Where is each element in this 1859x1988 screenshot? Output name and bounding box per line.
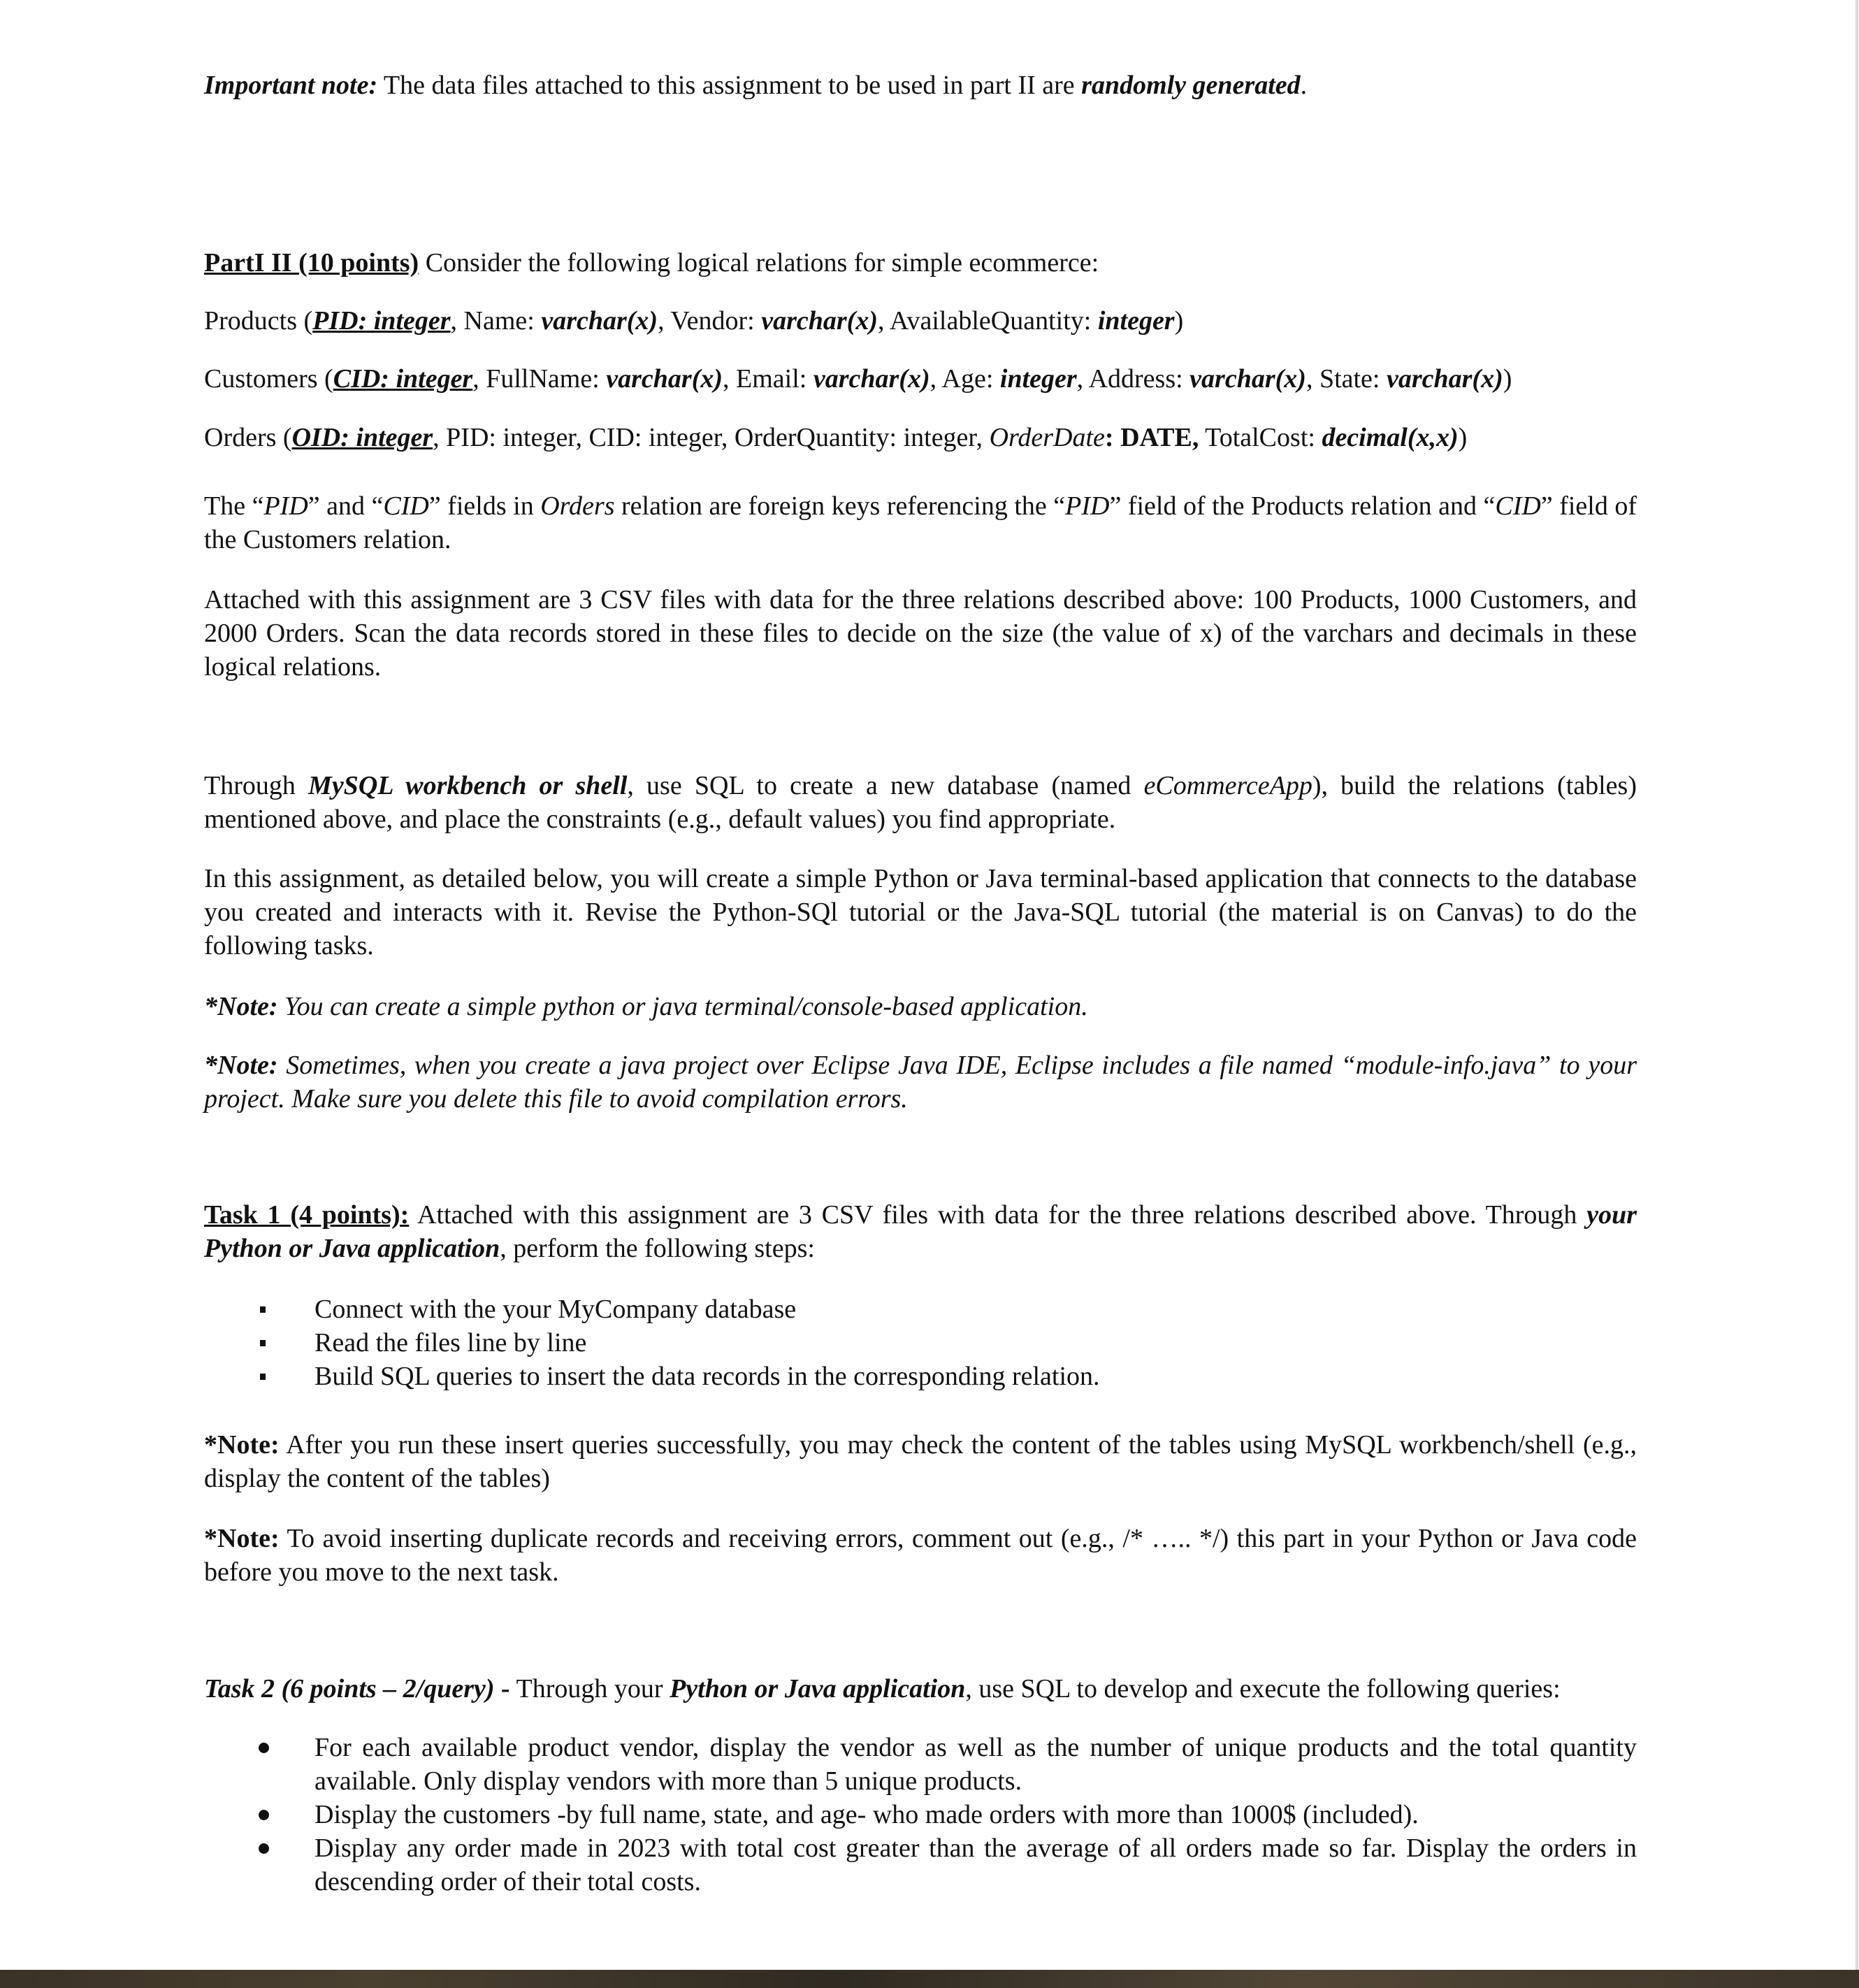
customers-end: )	[1503, 364, 1512, 394]
important-note-emphasis: randomly generated	[1081, 71, 1301, 100]
task2-paragraph	[204, 1672, 1637, 1706]
list-item	[260, 1292, 1637, 1326]
note1-label: *Note:	[204, 992, 278, 1021]
important-note	[204, 69, 1637, 102]
products-type3: integer	[1097, 306, 1175, 336]
note2-text: Sometimes, when you create a java project over Eclipse Java IDE, Eclipse includes a file named “module-info.java” to your project. Make sure you delete this file to avoid compilation errors.	[204, 1051, 1637, 1114]
fk-cid2: CID	[1495, 491, 1541, 521]
fk-text-a: The “	[204, 491, 264, 521]
fk-orders: Orders	[540, 491, 615, 521]
important-note-period: .	[1300, 71, 1308, 100]
products-field1: , Name:	[450, 306, 542, 336]
list-item	[260, 1731, 1637, 1798]
task1-step-3: Build SQL queries to insert the data records in the corresponding relation.	[314, 1362, 1100, 1391]
customers-type2: varchar(x)	[813, 364, 930, 394]
task1-text-b: , perform the following steps:	[500, 1234, 815, 1263]
task1-app: your Python or Java application	[204, 1200, 1637, 1263]
customers-pk: CID: integer	[333, 364, 473, 394]
background-strip	[0, 1970, 1859, 1988]
task1-paragraph	[204, 1198, 1637, 1265]
mysql-text-c: ), build the relations (tables) mentioned above, and place the constraints (e.g., default values) you find appropriate.	[204, 771, 1637, 834]
fk-pid2: PID	[1065, 491, 1110, 521]
orders-colon: :	[1104, 423, 1121, 452]
note-duplicates	[204, 1522, 1637, 1589]
customers-field5: , State:	[1305, 364, 1387, 394]
customers-field4: , Address:	[1076, 364, 1190, 394]
bullet-square-icon	[260, 1306, 266, 1313]
customers-name: Customers (	[204, 364, 333, 394]
products-field2: , Vendor:	[658, 306, 762, 336]
orders-orderdate: OrderDate	[989, 423, 1105, 452]
task2-query-2: Display the customers -by full name, state, and age- who made orders with more than 1000$ (included).	[314, 1800, 1419, 1829]
orders-fields: , PID: integer, CID: integer, OrderQuantity: integer,	[433, 423, 990, 452]
mysql-text-b: , use SQL to create a new database (named	[627, 771, 1144, 800]
list-item	[260, 1798, 1637, 1831]
bullet-square-icon	[260, 1374, 266, 1380]
customers-type1: varchar(x)	[606, 364, 723, 394]
bullet-dot-icon	[259, 1743, 269, 1753]
relation-products	[204, 304, 1637, 338]
customers-type3: integer	[999, 364, 1077, 394]
task2-text-b: , use SQL to develop and execute the following queries:	[965, 1674, 1561, 1704]
note3-label: *Note:	[204, 1430, 280, 1460]
customers-field2: , Email:	[723, 364, 813, 394]
note4-text: To avoid inserting duplicate records and receiving errors, comment out (e.g., /* ….. */) this part in your Python or Java code before you move to the next task.	[204, 1524, 1637, 1587]
list-item	[260, 1831, 1637, 1899]
products-type2: varchar(x)	[761, 306, 878, 336]
task2-query-1: For each available product vendor, display the vendor as well as the number of unique products and the total quantity available. Only display vendors with more than 5 unique products.	[314, 1733, 1637, 1796]
task2-heading: Task 2 (6 points – 2/query) -	[204, 1674, 510, 1704]
foreign-key-paragraph	[204, 489, 1637, 556]
fk-text-e: ” field of the Products relation and “	[1109, 491, 1496, 521]
task2-text-a: Through your	[509, 1674, 670, 1704]
note1-text: You can create a simple python or java terminal/console-based application.	[277, 992, 1088, 1021]
list-item	[260, 1326, 1637, 1360]
orders-type2: decimal(x,x)	[1322, 423, 1459, 452]
orders-pk: OID: integer	[291, 423, 433, 452]
relation-orders	[204, 421, 1637, 454]
orders-end: )	[1458, 423, 1468, 452]
part2-intro-text: Consider the following logical relations for simple ecommerce:	[419, 248, 1099, 278]
orders-name: Orders (	[204, 423, 292, 452]
fk-text-b: ” and “	[308, 491, 384, 521]
fk-text-f: ” field of the Customers relation.	[204, 491, 1637, 554]
task2-query-3: Display any order made in 2023 with total cost greater than the average of all orders made so far. Display the orders in descending order of their total costs.	[314, 1834, 1637, 1896]
csv-paragraph: Attached with this assignment are 3 CSV files with data for the three relations described above: 100 Products, 1000 Customers, and 2000 Orders. Scan the data records stored in these files to decide on the size (the value of x) of the varchars and decimals in these logical relations.	[204, 585, 1637, 682]
mysql-paragraph	[204, 769, 1637, 836]
important-note-label: Important note:	[204, 71, 378, 100]
task2-queries	[260, 1731, 1637, 1899]
list-item	[260, 1360, 1637, 1393]
relation-customers	[204, 362, 1672, 396]
fk-cid: CID	[383, 491, 429, 521]
bullet-square-icon	[260, 1340, 266, 1346]
note4-label: *Note:	[204, 1524, 280, 1553]
note2-label: *Note:	[204, 1051, 278, 1080]
mysql-tool: MySQL workbench or shell	[308, 771, 628, 800]
task1-text-a: Attached with this assignment are 3 CSV files with data for the three relations described above. Through	[409, 1200, 1587, 1230]
part2-heading: PartI II (10 points)	[204, 248, 419, 278]
products-type1: varchar(x)	[541, 306, 658, 336]
bullet-dot-icon	[259, 1843, 269, 1854]
task1-steps	[260, 1292, 1637, 1393]
part2-intro	[204, 246, 1637, 280]
note-python-java	[204, 990, 1637, 1023]
fk-text-d: relation are foreign keys referencing the “	[614, 491, 1066, 521]
mysql-text-a: Through	[204, 771, 309, 800]
note-insert-check	[204, 1428, 1637, 1495]
mysql-db-name: eCommerceApp	[1143, 771, 1312, 800]
fk-pid: PID	[263, 491, 308, 521]
note-eclipse	[204, 1049, 1637, 1116]
products-name: Products (	[204, 306, 313, 336]
products-pk: PID: integer	[312, 306, 451, 336]
task2-app: Python or Java application	[670, 1674, 966, 1704]
note3-text: After you run these insert queries successfully, you may check the content of the tables using MySQL workbench/shell (e.g., display the content of the tables)	[204, 1430, 1637, 1493]
customers-type5: varchar(x)	[1386, 364, 1503, 394]
orders-date-type: DATE,	[1120, 423, 1199, 452]
orders-field2: TotalCost:	[1199, 423, 1322, 452]
bullet-dot-icon	[259, 1810, 269, 1820]
task1-step-2: Read the files line by line	[314, 1328, 587, 1357]
customers-field3: , Age:	[930, 364, 1000, 394]
app-paragraph: In this assignment, as detailed below, you will create a simple Python or Java terminal-based application that connects to the database you created and interacts with it. Revise the Python-SQl tutorial or the Java-SQL tutorial (the material is on Canvas) to do the following tasks.	[204, 864, 1637, 960]
important-note-text: The data files attached to this assignment to be used in part II are	[377, 71, 1082, 100]
products-field3: , AvailableQuantity:	[877, 306, 1098, 336]
task1-heading: Task 1 (4 points):	[204, 1200, 410, 1230]
customers-field1: , FullName:	[472, 364, 607, 394]
products-end: )	[1174, 306, 1184, 336]
customers-type4: varchar(x)	[1189, 364, 1306, 394]
fk-text-c: ” fields in	[428, 491, 541, 521]
task1-step-1: Connect with the your MyCompany database	[314, 1295, 797, 1324]
